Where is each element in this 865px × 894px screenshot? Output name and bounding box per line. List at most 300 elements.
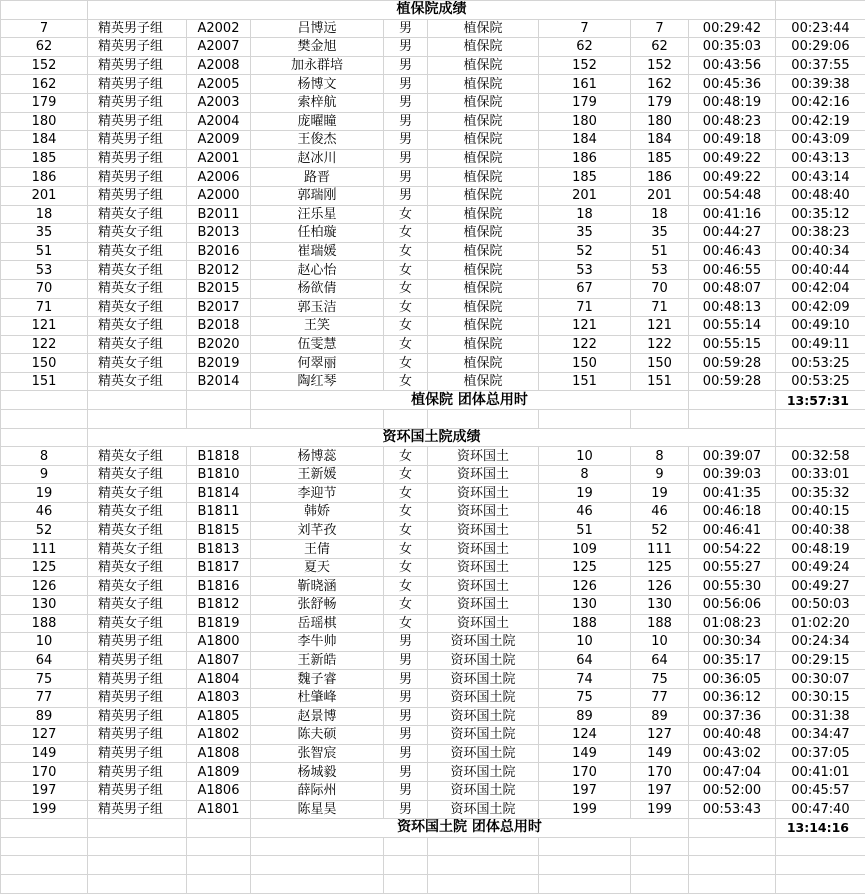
chip-rank-cell[interactable]: 130 — [631, 596, 689, 615]
empty-cell[interactable] — [539, 856, 631, 875]
chip-rank-cell[interactable]: 89 — [631, 707, 689, 726]
empty-cell[interactable] — [1, 819, 88, 838]
empty-cell[interactable] — [776, 856, 865, 875]
name-cell[interactable]: 杨博蕊 — [251, 447, 384, 466]
gun-time-cell[interactable]: 00:54:22 — [689, 540, 776, 559]
empty-cell[interactable] — [689, 410, 776, 429]
bib-cell[interactable]: A2000 — [187, 186, 251, 205]
bib-cell[interactable]: B1818 — [187, 447, 251, 466]
section-title[interactable]: 植保院成绩 — [88, 1, 776, 20]
gun-time-cell[interactable]: 00:55:14 — [689, 317, 776, 336]
net-time-cell[interactable]: 00:23:44 — [776, 19, 865, 38]
gender-cell[interactable]: 女 — [384, 242, 428, 261]
rank-cell[interactable]: 70 — [1, 279, 88, 298]
net-time-cell[interactable]: 00:42:16 — [776, 93, 865, 112]
name-cell[interactable]: 庞曜瞳 — [251, 112, 384, 131]
rank-cell[interactable]: 35 — [1, 224, 88, 243]
college-cell[interactable]: 植保院 — [428, 224, 539, 243]
group-cell[interactable]: 精英女子组 — [88, 503, 187, 522]
gun-time-cell[interactable]: 00:36:05 — [689, 670, 776, 689]
bib-cell[interactable]: A2003 — [187, 93, 251, 112]
name-cell[interactable]: 陶红琴 — [251, 372, 384, 391]
name-cell[interactable]: 刘芊孜 — [251, 521, 384, 540]
gender-cell[interactable]: 男 — [384, 707, 428, 726]
bib-cell[interactable]: A2006 — [187, 168, 251, 187]
net-time-cell[interactable]: 00:50:03 — [776, 596, 865, 615]
chip-rank-cell[interactable]: 62 — [631, 38, 689, 57]
gun-time-cell[interactable]: 00:55:27 — [689, 558, 776, 577]
gender-cell[interactable]: 女 — [384, 317, 428, 336]
empty-cell[interactable] — [1, 1, 88, 20]
net-time-cell[interactable]: 00:42:04 — [776, 279, 865, 298]
net-time-cell[interactable]: 00:40:44 — [776, 261, 865, 280]
name-cell[interactable]: 杨博文 — [251, 75, 384, 94]
gender-cell[interactable]: 男 — [384, 93, 428, 112]
empty-cell[interactable] — [187, 856, 251, 875]
chip-rank-cell[interactable]: 122 — [631, 335, 689, 354]
gun-rank-cell[interactable]: 197 — [539, 781, 631, 800]
rank-cell[interactable]: 75 — [1, 670, 88, 689]
gun-rank-cell[interactable]: 186 — [539, 149, 631, 168]
rank-cell[interactable]: 130 — [1, 596, 88, 615]
chip-rank-cell[interactable]: 111 — [631, 540, 689, 559]
group-cell[interactable]: 精英女子组 — [88, 261, 187, 280]
gun-rank-cell[interactable]: 89 — [539, 707, 631, 726]
empty-cell[interactable] — [776, 410, 865, 429]
empty-cell[interactable] — [689, 391, 776, 410]
net-time-cell[interactable]: 00:42:09 — [776, 298, 865, 317]
bib-cell[interactable]: B1814 — [187, 484, 251, 503]
name-cell[interactable]: 张舒畅 — [251, 596, 384, 615]
rank-cell[interactable]: 151 — [1, 372, 88, 391]
gun-rank-cell[interactable]: 185 — [539, 168, 631, 187]
gender-cell[interactable]: 男 — [384, 670, 428, 689]
group-cell[interactable]: 精英女子组 — [88, 521, 187, 540]
empty-cell[interactable] — [689, 819, 776, 838]
rank-cell[interactable]: 53 — [1, 261, 88, 280]
gun-rank-cell[interactable]: 71 — [539, 298, 631, 317]
gun-time-cell[interactable]: 00:55:30 — [689, 577, 776, 596]
net-time-cell[interactable]: 00:30:07 — [776, 670, 865, 689]
rank-cell[interactable]: 127 — [1, 726, 88, 745]
gun-time-cell[interactable]: 01:08:23 — [689, 614, 776, 633]
gun-time-cell[interactable]: 00:48:23 — [689, 112, 776, 131]
gun-rank-cell[interactable]: 122 — [539, 335, 631, 354]
gun-time-cell[interactable]: 00:48:13 — [689, 298, 776, 317]
college-cell[interactable]: 植保院 — [428, 75, 539, 94]
chip-rank-cell[interactable]: 162 — [631, 75, 689, 94]
college-cell[interactable]: 植保院 — [428, 261, 539, 280]
gun-rank-cell[interactable]: 46 — [539, 503, 631, 522]
group-cell[interactable]: 精英男子组 — [88, 670, 187, 689]
gender-cell[interactable]: 男 — [384, 75, 428, 94]
net-time-cell[interactable]: 00:24:34 — [776, 633, 865, 652]
bib-cell[interactable]: A2004 — [187, 112, 251, 131]
empty-cell[interactable] — [689, 874, 776, 893]
gender-cell[interactable]: 男 — [384, 800, 428, 819]
college-cell[interactable]: 植保院 — [428, 186, 539, 205]
group-cell[interactable]: 精英男子组 — [88, 149, 187, 168]
chip-rank-cell[interactable]: 70 — [631, 279, 689, 298]
gun-time-cell[interactable]: 00:44:27 — [689, 224, 776, 243]
bib-cell[interactable]: A1803 — [187, 688, 251, 707]
group-cell[interactable]: 精英男子组 — [88, 75, 187, 94]
college-cell[interactable]: 资环国土院 — [428, 670, 539, 689]
net-time-cell[interactable]: 00:41:01 — [776, 763, 865, 782]
gun-rank-cell[interactable]: 7 — [539, 19, 631, 38]
bib-cell[interactable]: A2009 — [187, 131, 251, 150]
empty-cell[interactable] — [631, 837, 689, 856]
college-cell[interactable]: 资环国土 — [428, 521, 539, 540]
gun-rank-cell[interactable]: 188 — [539, 614, 631, 633]
bib-cell[interactable]: A2007 — [187, 38, 251, 57]
rank-cell[interactable]: 9 — [1, 465, 88, 484]
bib-cell[interactable]: A1807 — [187, 651, 251, 670]
rank-cell[interactable]: 126 — [1, 577, 88, 596]
name-cell[interactable]: 杨欲倩 — [251, 279, 384, 298]
name-cell[interactable]: 伍雯慧 — [251, 335, 384, 354]
group-cell[interactable]: 精英女子组 — [88, 354, 187, 373]
net-time-cell[interactable]: 00:43:14 — [776, 168, 865, 187]
gun-time-cell[interactable]: 00:49:22 — [689, 149, 776, 168]
gun-rank-cell[interactable]: 8 — [539, 465, 631, 484]
name-cell[interactable]: 赵心怡 — [251, 261, 384, 280]
rank-cell[interactable]: 71 — [1, 298, 88, 317]
group-cell[interactable]: 精英男子组 — [88, 688, 187, 707]
chip-rank-cell[interactable]: 201 — [631, 186, 689, 205]
college-cell[interactable]: 植保院 — [428, 279, 539, 298]
college-cell[interactable]: 资环国土 — [428, 447, 539, 466]
net-time-cell[interactable]: 00:40:38 — [776, 521, 865, 540]
empty-cell[interactable] — [187, 410, 251, 429]
group-cell[interactable]: 精英男子组 — [88, 38, 187, 57]
empty-cell[interactable] — [384, 410, 428, 429]
empty-cell[interactable] — [776, 874, 865, 893]
bib-cell[interactable]: B2011 — [187, 205, 251, 224]
college-cell[interactable]: 植保院 — [428, 93, 539, 112]
gun-rank-cell[interactable]: 184 — [539, 131, 631, 150]
group-cell[interactable]: 精英男子组 — [88, 168, 187, 187]
bib-cell[interactable]: B1819 — [187, 614, 251, 633]
rank-cell[interactable]: 51 — [1, 242, 88, 261]
gun-rank-cell[interactable]: 10 — [539, 633, 631, 652]
name-cell[interactable]: 樊金旭 — [251, 38, 384, 57]
net-time-cell[interactable]: 00:29:06 — [776, 38, 865, 57]
empty-cell[interactable] — [251, 410, 384, 429]
gun-rank-cell[interactable]: 121 — [539, 317, 631, 336]
empty-cell[interactable] — [428, 410, 539, 429]
empty-cell[interactable] — [1, 410, 88, 429]
section-title[interactable]: 资环国土院成绩 — [88, 428, 776, 447]
name-cell[interactable]: 魏子睿 — [251, 670, 384, 689]
net-time-cell[interactable]: 00:35:32 — [776, 484, 865, 503]
name-cell[interactable]: 王新皓 — [251, 651, 384, 670]
empty-cell[interactable] — [384, 874, 428, 893]
empty-cell[interactable] — [88, 837, 187, 856]
gun-rank-cell[interactable]: 152 — [539, 56, 631, 75]
rank-cell[interactable]: 197 — [1, 781, 88, 800]
chip-rank-cell[interactable]: 75 — [631, 670, 689, 689]
name-cell[interactable]: 王新媛 — [251, 465, 384, 484]
college-cell[interactable]: 资环国土 — [428, 465, 539, 484]
gun-time-cell[interactable]: 00:29:42 — [689, 19, 776, 38]
gun-time-cell[interactable]: 00:43:02 — [689, 744, 776, 763]
rank-cell[interactable]: 152 — [1, 56, 88, 75]
bib-cell[interactable]: B1815 — [187, 521, 251, 540]
gun-rank-cell[interactable]: 109 — [539, 540, 631, 559]
bib-cell[interactable]: B2015 — [187, 279, 251, 298]
chip-rank-cell[interactable]: 18 — [631, 205, 689, 224]
group-cell[interactable]: 精英女子组 — [88, 242, 187, 261]
gender-cell[interactable]: 女 — [384, 614, 428, 633]
net-time-cell[interactable]: 00:39:38 — [776, 75, 865, 94]
gender-cell[interactable]: 女 — [384, 224, 428, 243]
name-cell[interactable]: 杜肇峰 — [251, 688, 384, 707]
gender-cell[interactable]: 女 — [384, 298, 428, 317]
name-cell[interactable]: 赵景博 — [251, 707, 384, 726]
name-cell[interactable]: 岳瑶棋 — [251, 614, 384, 633]
group-cell[interactable]: 精英男子组 — [88, 131, 187, 150]
college-cell[interactable]: 植保院 — [428, 149, 539, 168]
gun-time-cell[interactable]: 00:46:41 — [689, 521, 776, 540]
empty-cell[interactable] — [88, 874, 187, 893]
empty-cell[interactable] — [251, 856, 384, 875]
empty-cell[interactable] — [88, 410, 187, 429]
net-time-cell[interactable]: 00:48:40 — [776, 186, 865, 205]
gun-rank-cell[interactable]: 19 — [539, 484, 631, 503]
gun-rank-cell[interactable]: 170 — [539, 763, 631, 782]
gun-rank-cell[interactable]: 64 — [539, 651, 631, 670]
gun-time-cell[interactable]: 00:48:19 — [689, 93, 776, 112]
bib-cell[interactable]: A2005 — [187, 75, 251, 94]
bib-cell[interactable]: B2019 — [187, 354, 251, 373]
gender-cell[interactable]: 女 — [384, 503, 428, 522]
gun-time-cell[interactable]: 00:53:43 — [689, 800, 776, 819]
gender-cell[interactable]: 女 — [384, 521, 428, 540]
bib-cell[interactable]: A1808 — [187, 744, 251, 763]
empty-cell[interactable] — [1, 837, 88, 856]
college-cell[interactable]: 植保院 — [428, 372, 539, 391]
rank-cell[interactable]: 186 — [1, 168, 88, 187]
net-time-cell[interactable]: 00:31:38 — [776, 707, 865, 726]
name-cell[interactable]: 索梓航 — [251, 93, 384, 112]
rank-cell[interactable]: 185 — [1, 149, 88, 168]
name-cell[interactable]: 夏天 — [251, 558, 384, 577]
chip-rank-cell[interactable]: 170 — [631, 763, 689, 782]
gun-rank-cell[interactable]: 150 — [539, 354, 631, 373]
gun-rank-cell[interactable]: 52 — [539, 242, 631, 261]
gun-rank-cell[interactable]: 18 — [539, 205, 631, 224]
name-cell[interactable]: 张智宸 — [251, 744, 384, 763]
net-time-cell[interactable]: 00:53:25 — [776, 354, 865, 373]
bib-cell[interactable]: A1801 — [187, 800, 251, 819]
team-total-label[interactable]: 植保院 团体总用时 — [251, 391, 689, 410]
net-time-cell[interactable]: 00:40:15 — [776, 503, 865, 522]
chip-rank-cell[interactable]: 121 — [631, 317, 689, 336]
empty-cell[interactable] — [428, 856, 539, 875]
name-cell[interactable]: 郭瑞刚 — [251, 186, 384, 205]
name-cell[interactable]: 韩娇 — [251, 503, 384, 522]
name-cell[interactable]: 王笑 — [251, 317, 384, 336]
empty-cell[interactable] — [1, 874, 88, 893]
net-time-cell[interactable]: 00:32:58 — [776, 447, 865, 466]
net-time-cell[interactable]: 00:53:25 — [776, 372, 865, 391]
name-cell[interactable]: 加永群培 — [251, 56, 384, 75]
gender-cell[interactable]: 男 — [384, 131, 428, 150]
gender-cell[interactable]: 男 — [384, 56, 428, 75]
college-cell[interactable]: 资环国土院 — [428, 688, 539, 707]
gun-time-cell[interactable]: 00:39:07 — [689, 447, 776, 466]
name-cell[interactable]: 靳晓涵 — [251, 577, 384, 596]
group-cell[interactable]: 精英男子组 — [88, 186, 187, 205]
chip-rank-cell[interactable]: 152 — [631, 56, 689, 75]
group-cell[interactable]: 精英男子组 — [88, 93, 187, 112]
gun-rank-cell[interactable]: 201 — [539, 186, 631, 205]
rank-cell[interactable]: 8 — [1, 447, 88, 466]
group-cell[interactable]: 精英女子组 — [88, 596, 187, 615]
net-time-cell[interactable]: 00:35:12 — [776, 205, 865, 224]
net-time-cell[interactable]: 00:34:47 — [776, 726, 865, 745]
name-cell[interactable]: 陈星昊 — [251, 800, 384, 819]
chip-rank-cell[interactable]: 197 — [631, 781, 689, 800]
chip-rank-cell[interactable]: 180 — [631, 112, 689, 131]
empty-cell[interactable] — [689, 837, 776, 856]
net-time-cell[interactable]: 00:33:01 — [776, 465, 865, 484]
gun-rank-cell[interactable]: 124 — [539, 726, 631, 745]
group-cell[interactable]: 精英男子组 — [88, 781, 187, 800]
gun-rank-cell[interactable]: 10 — [539, 447, 631, 466]
gun-rank-cell[interactable]: 149 — [539, 744, 631, 763]
net-time-cell[interactable]: 00:40:34 — [776, 242, 865, 261]
gender-cell[interactable]: 女 — [384, 558, 428, 577]
net-time-cell[interactable]: 00:37:05 — [776, 744, 865, 763]
name-cell[interactable]: 杨城毅 — [251, 763, 384, 782]
group-cell[interactable]: 精英男子组 — [88, 112, 187, 131]
gun-rank-cell[interactable]: 51 — [539, 521, 631, 540]
net-time-cell[interactable]: 00:30:15 — [776, 688, 865, 707]
rank-cell[interactable]: 122 — [1, 335, 88, 354]
group-cell[interactable]: 精英男子组 — [88, 633, 187, 652]
group-cell[interactable]: 精英男子组 — [88, 800, 187, 819]
name-cell[interactable]: 任柏璇 — [251, 224, 384, 243]
gender-cell[interactable]: 女 — [384, 577, 428, 596]
net-time-cell[interactable]: 00:45:57 — [776, 781, 865, 800]
gender-cell[interactable]: 女 — [384, 261, 428, 280]
group-cell[interactable]: 精英男子组 — [88, 726, 187, 745]
college-cell[interactable]: 资环国土 — [428, 596, 539, 615]
bib-cell[interactable]: B1813 — [187, 540, 251, 559]
gun-rank-cell[interactable]: 130 — [539, 596, 631, 615]
chip-rank-cell[interactable]: 186 — [631, 168, 689, 187]
chip-rank-cell[interactable]: 71 — [631, 298, 689, 317]
chip-rank-cell[interactable]: 8 — [631, 447, 689, 466]
chip-rank-cell[interactable]: 51 — [631, 242, 689, 261]
college-cell[interactable]: 植保院 — [428, 298, 539, 317]
gun-time-cell[interactable]: 00:46:43 — [689, 242, 776, 261]
group-cell[interactable]: 精英女子组 — [88, 279, 187, 298]
gender-cell[interactable]: 男 — [384, 781, 428, 800]
empty-cell[interactable] — [539, 874, 631, 893]
gender-cell[interactable]: 女 — [384, 279, 428, 298]
rank-cell[interactable]: 19 — [1, 484, 88, 503]
group-cell[interactable]: 精英女子组 — [88, 317, 187, 336]
empty-cell[interactable] — [251, 874, 384, 893]
rank-cell[interactable]: 179 — [1, 93, 88, 112]
group-cell[interactable]: 精英女子组 — [88, 577, 187, 596]
net-time-cell[interactable]: 00:49:10 — [776, 317, 865, 336]
gun-rank-cell[interactable]: 62 — [539, 38, 631, 57]
college-cell[interactable]: 植保院 — [428, 205, 539, 224]
rank-cell[interactable]: 10 — [1, 633, 88, 652]
rank-cell[interactable]: 180 — [1, 112, 88, 131]
chip-rank-cell[interactable]: 64 — [631, 651, 689, 670]
group-cell[interactable]: 精英女子组 — [88, 614, 187, 633]
gender-cell[interactable]: 女 — [384, 372, 428, 391]
gun-time-cell[interactable]: 00:54:48 — [689, 186, 776, 205]
gun-time-cell[interactable]: 00:56:06 — [689, 596, 776, 615]
name-cell[interactable]: 李迎节 — [251, 484, 384, 503]
college-cell[interactable]: 资环国土 — [428, 614, 539, 633]
group-cell[interactable]: 精英女子组 — [88, 224, 187, 243]
name-cell[interactable]: 路晋 — [251, 168, 384, 187]
rank-cell[interactable]: 125 — [1, 558, 88, 577]
group-cell[interactable]: 精英男子组 — [88, 651, 187, 670]
gender-cell[interactable]: 女 — [384, 354, 428, 373]
chip-rank-cell[interactable]: 150 — [631, 354, 689, 373]
rank-cell[interactable]: 184 — [1, 131, 88, 150]
gender-cell[interactable]: 男 — [384, 149, 428, 168]
empty-cell[interactable] — [1, 428, 88, 447]
empty-cell[interactable] — [631, 856, 689, 875]
chip-rank-cell[interactable]: 52 — [631, 521, 689, 540]
gender-cell[interactable]: 女 — [384, 447, 428, 466]
gun-rank-cell[interactable]: 74 — [539, 670, 631, 689]
college-cell[interactable]: 植保院 — [428, 242, 539, 261]
net-time-cell[interactable]: 00:47:40 — [776, 800, 865, 819]
gun-time-cell[interactable]: 00:39:03 — [689, 465, 776, 484]
college-cell[interactable]: 资环国土院 — [428, 707, 539, 726]
gender-cell[interactable]: 男 — [384, 633, 428, 652]
team-total-value[interactable]: 13:57:31 — [776, 391, 865, 410]
chip-rank-cell[interactable]: 188 — [631, 614, 689, 633]
name-cell[interactable]: 王倩 — [251, 540, 384, 559]
bib-cell[interactable]: B2012 — [187, 261, 251, 280]
rank-cell[interactable]: 62 — [1, 38, 88, 57]
gun-time-cell[interactable]: 00:36:12 — [689, 688, 776, 707]
group-cell[interactable]: 精英男子组 — [88, 19, 187, 38]
gender-cell[interactable]: 男 — [384, 168, 428, 187]
bib-cell[interactable]: B2017 — [187, 298, 251, 317]
gun-time-cell[interactable]: 00:43:56 — [689, 56, 776, 75]
rank-cell[interactable]: 77 — [1, 688, 88, 707]
college-cell[interactable]: 植保院 — [428, 317, 539, 336]
bib-cell[interactable]: B2013 — [187, 224, 251, 243]
rank-cell[interactable]: 170 — [1, 763, 88, 782]
group-cell[interactable]: 精英男子组 — [88, 56, 187, 75]
bib-cell[interactable]: B1816 — [187, 577, 251, 596]
group-cell[interactable]: 精英女子组 — [88, 558, 187, 577]
gun-time-cell[interactable]: 00:46:55 — [689, 261, 776, 280]
gun-rank-cell[interactable]: 126 — [539, 577, 631, 596]
empty-cell[interactable] — [384, 837, 428, 856]
rank-cell[interactable]: 149 — [1, 744, 88, 763]
gun-time-cell[interactable]: 00:59:28 — [689, 354, 776, 373]
empty-cell[interactable] — [88, 391, 187, 410]
net-time-cell[interactable]: 00:48:19 — [776, 540, 865, 559]
bib-cell[interactable]: A2001 — [187, 149, 251, 168]
rank-cell[interactable]: 46 — [1, 503, 88, 522]
gun-rank-cell[interactable]: 35 — [539, 224, 631, 243]
